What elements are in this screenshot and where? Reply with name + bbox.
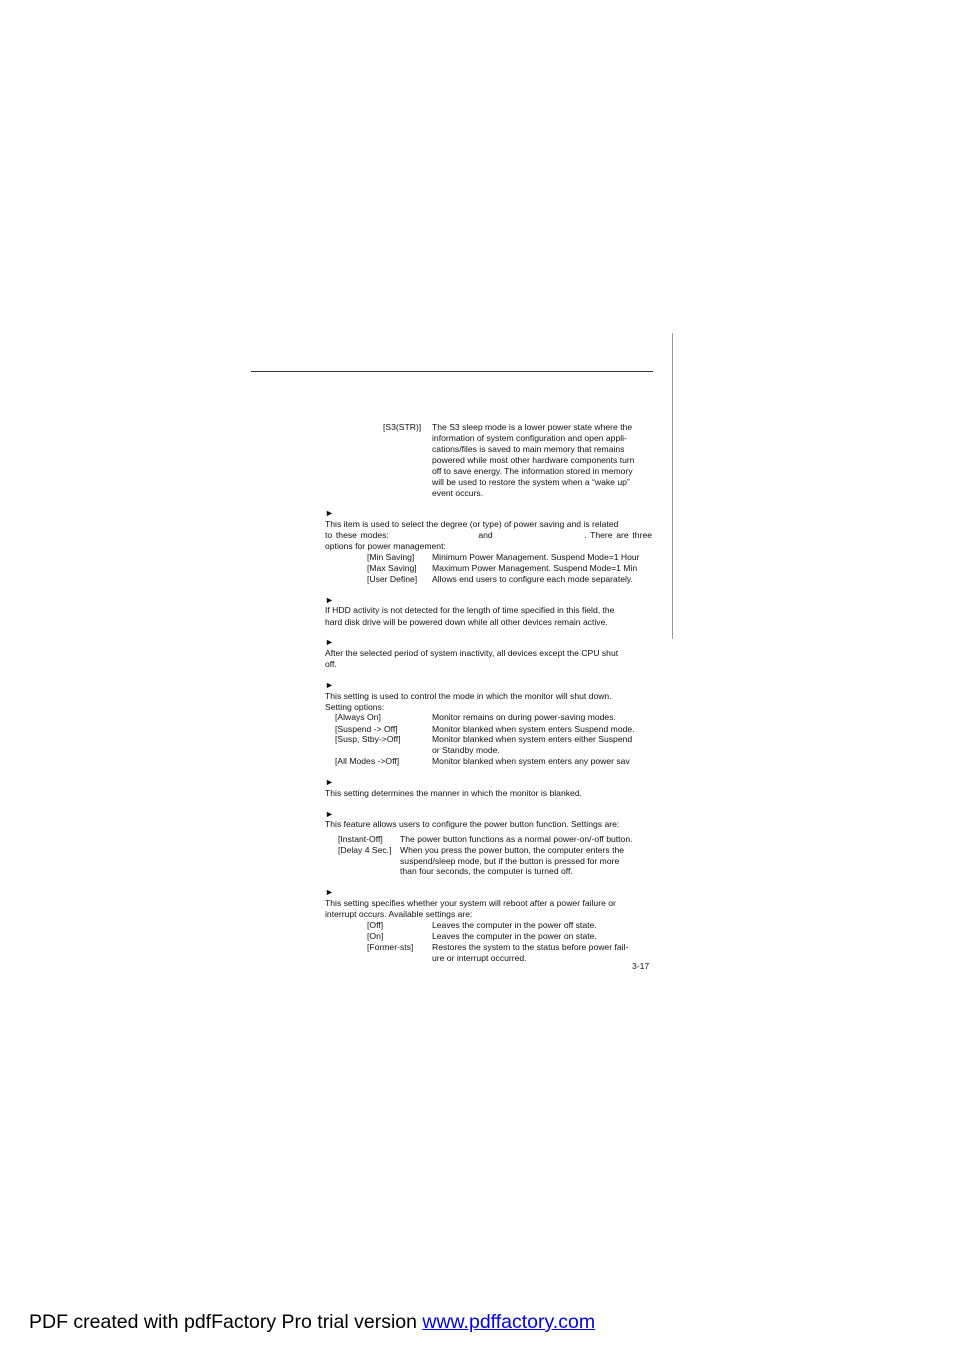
option-key: [User Define] <box>367 574 418 584</box>
hdd-text-line: hard disk drive will be powered down while all other devices remain active. <box>325 617 608 627</box>
option-key: [Suspend -> Off] <box>335 724 398 734</box>
option-desc: Monitor blanked when system enters any power sav <box>432 756 630 766</box>
s3-desc-line: event occurs. <box>432 488 484 498</box>
option-key: [Delay 4 Sec.] <box>338 845 392 855</box>
bullet-arrow-icon: ► <box>325 508 334 518</box>
suspend-text-line: After the selected period of system inactivity, all devices except the CPU shut <box>325 648 619 658</box>
option-key: [Off] <box>367 920 384 930</box>
suspend-text-line: off. <box>325 659 337 669</box>
option-key: [On] <box>367 931 384 941</box>
option-desc: Leaves the computer in the power off state. <box>432 920 597 930</box>
power-management-intro-line: options for power management: <box>325 541 446 551</box>
video-off-text-line: This setting is used to control the mode in which the monitor will shut down. <box>325 691 612 701</box>
bullet-arrow-icon: ► <box>325 637 334 647</box>
hdd-text-line: If HDD activity is not detected for the length of time specified in this field, the <box>325 605 615 615</box>
option-key: [All Modes ->Off] <box>335 756 400 766</box>
page-number: 3-17 <box>632 961 650 971</box>
footer-link[interactable]: www.pdffactory.com <box>422 1311 596 1333</box>
power-button-intro: This feature allows users to configure the power button function. Settings are: <box>325 819 620 829</box>
option-desc: Allows end users to configure each mode separately. <box>432 574 633 584</box>
option-desc: Monitor remains on during power-saving modes. <box>432 712 616 722</box>
power-management-intro-modes-line: to these modes: and . There are three <box>325 530 653 540</box>
option-desc: or Standby mode. <box>432 745 500 755</box>
option-desc: When you press the power button, the computer enters the <box>400 845 625 855</box>
restore-text-line: interrupt occurs. Available settings are: <box>325 909 473 919</box>
bullet-arrow-icon: ► <box>325 777 334 787</box>
option-desc: Minimum Power Management. Suspend Mode=1 Hour <box>432 552 640 562</box>
s3-desc-line: powered while most other hardware components turn <box>432 455 635 465</box>
s3-desc-line: cations/files is saved to main memory that remains <box>432 444 625 454</box>
option-desc: Maximum Power Management. Suspend Mode=1 Min <box>432 563 638 573</box>
header-rule <box>251 371 653 372</box>
s3-desc-line: off to save energy. The information stored in memory <box>432 466 633 476</box>
power-management-intro-line: This item is used to select the degree (or type) of power saving and is related <box>325 519 619 529</box>
option-key: [Always On] <box>335 712 381 722</box>
s3-desc-line: will be used to restore the system when a “wake up” <box>432 477 630 487</box>
option-desc: than four seconds, the computer is turned off. <box>400 866 573 876</box>
option-key: [Susp, Stby->Off] <box>335 734 401 744</box>
option-key: [Min Saving] <box>367 552 415 562</box>
video-off-text-line: Setting options: <box>325 702 385 712</box>
bullet-arrow-icon: ► <box>325 887 334 897</box>
bullet-arrow-icon: ► <box>325 680 334 690</box>
option-desc: Leaves the computer in the power on state. <box>432 931 597 941</box>
option-desc: Restores the system to the status before power fail- <box>432 942 629 952</box>
video-method-text: This setting determines the manner in which the monitor is blanked. <box>325 788 582 798</box>
option-desc: suspend/sleep mode, but if the button is pressed for more <box>400 856 620 866</box>
pdf-footer <box>29 1310 595 1334</box>
s3-desc-line: The S3 sleep mode is a lower power state where the <box>432 422 633 432</box>
side-margin-rule <box>672 333 673 639</box>
option-desc: Monitor blanked when system enters either Suspend <box>432 734 633 744</box>
option-key: [Max Saving] <box>367 563 417 573</box>
option-key: [Former-sts] <box>367 942 414 952</box>
bullet-arrow-icon: ► <box>325 809 334 819</box>
option-key: [Instant-Off] <box>338 834 383 844</box>
bullet-arrow-icon: ► <box>325 595 334 605</box>
footer-text: PDF created with pdfFactory Pro trial version <box>29 1311 423 1333</box>
s3-option-key: [S3(STR)] <box>383 422 422 432</box>
option-desc: The power button functions as a normal power-on/-off button. <box>400 834 633 844</box>
s3-desc-line: information of system configuration and open appli- <box>432 433 627 443</box>
option-desc: ure or interrupt occurred. <box>432 953 527 963</box>
restore-text-line: This setting specifies whether your system will reboot after a power failure or <box>325 898 616 908</box>
option-desc: Monitor blanked when system enters Suspend mode. <box>432 724 635 734</box>
